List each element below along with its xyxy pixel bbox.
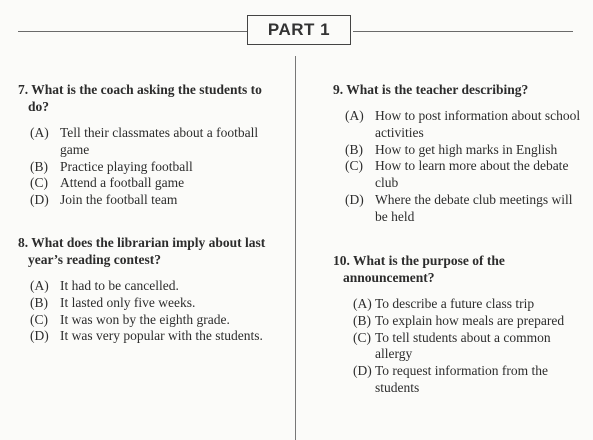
option-text: Where the debate club meetings will be held	[375, 191, 573, 224]
answer-option[interactable]	[18, 192, 280, 209]
option-text: How to learn more about the debate club	[375, 158, 569, 191]
option-text: Practice playing football	[60, 158, 193, 174]
answer-options	[333, 296, 583, 397]
question-title	[18, 81, 280, 115]
answer-option[interactable]	[18, 175, 280, 192]
option-letter: (A)	[353, 296, 372, 311]
question-7	[18, 81, 280, 209]
answer-option[interactable]	[18, 278, 280, 295]
option-letter: (B)	[345, 141, 363, 157]
question-9	[333, 81, 583, 226]
option-letter: (D)	[30, 192, 49, 208]
question-text: What does the librarian imply about last year’s reading contest?	[28, 235, 266, 267]
option-letter: (A)	[30, 125, 49, 140]
option-text: To request information from the students	[375, 363, 549, 395]
question-text: What is the teacher describing?	[346, 82, 529, 97]
part-label: PART 1	[247, 15, 351, 45]
question-number: 10.	[333, 253, 350, 268]
answer-option[interactable]	[18, 125, 280, 159]
option-text: It was won by the eighth grade.	[60, 311, 230, 327]
option-text: It had to be cancelled.	[60, 278, 179, 293]
answer-option[interactable]	[18, 312, 280, 329]
question-number: 9.	[333, 82, 344, 97]
answer-option[interactable]	[333, 142, 583, 159]
option-text: Attend a football game	[60, 175, 185, 191]
option-text: To tell students about a common allergy	[375, 329, 551, 362]
answer-option[interactable]	[333, 108, 583, 142]
option-text: It lasted only five weeks.	[60, 294, 196, 310]
question-title	[333, 252, 583, 286]
option-letter: (C)	[30, 311, 48, 327]
column-divider	[295, 56, 296, 440]
option-text: How to post information about school activities	[375, 108, 581, 140]
option-letter: (D)	[353, 363, 372, 379]
option-text: How to get high marks in English	[375, 141, 558, 157]
option-text: Join the football team	[60, 192, 178, 208]
answer-options	[333, 108, 583, 226]
answer-options	[18, 278, 280, 345]
header-rule-left	[18, 31, 247, 32]
question-title	[18, 234, 280, 268]
question-text: What is the purpose of the announcement?	[343, 253, 505, 285]
header-rule-right	[353, 31, 573, 32]
option-letter: (B)	[353, 312, 371, 328]
answer-option[interactable]	[333, 296, 583, 313]
answer-option[interactable]	[333, 363, 583, 397]
question-title	[333, 81, 583, 98]
answer-option[interactable]	[333, 313, 583, 330]
option-text: It was very popular with the students.	[60, 328, 263, 344]
option-letter: (B)	[30, 158, 48, 174]
option-text: Tell their classmates about a football game	[60, 125, 259, 157]
answer-options	[18, 125, 280, 209]
answer-option[interactable]	[333, 192, 583, 226]
option-letter: (C)	[353, 329, 371, 345]
question-text: What is the coach asking the students to do?	[28, 82, 262, 114]
answer-option[interactable]	[18, 295, 280, 312]
option-letter: (C)	[345, 158, 363, 174]
answer-option[interactable]	[18, 328, 280, 345]
option-letter: (A)	[345, 108, 364, 123]
question-number: 8.	[18, 235, 29, 250]
option-letter: (C)	[30, 175, 48, 191]
answer-option[interactable]	[333, 330, 583, 364]
option-letter: (D)	[345, 191, 364, 207]
option-text: To explain how meals are prepared	[375, 312, 565, 328]
question-10	[333, 252, 583, 397]
option-text: To describe a future class trip	[375, 296, 535, 311]
question-number: 7.	[18, 82, 29, 97]
option-letter: (A)	[30, 278, 49, 293]
option-letter: (B)	[30, 294, 48, 310]
answer-option[interactable]	[18, 159, 280, 176]
answer-option[interactable]	[333, 158, 583, 192]
option-letter: (D)	[30, 328, 49, 344]
question-8	[18, 234, 280, 345]
